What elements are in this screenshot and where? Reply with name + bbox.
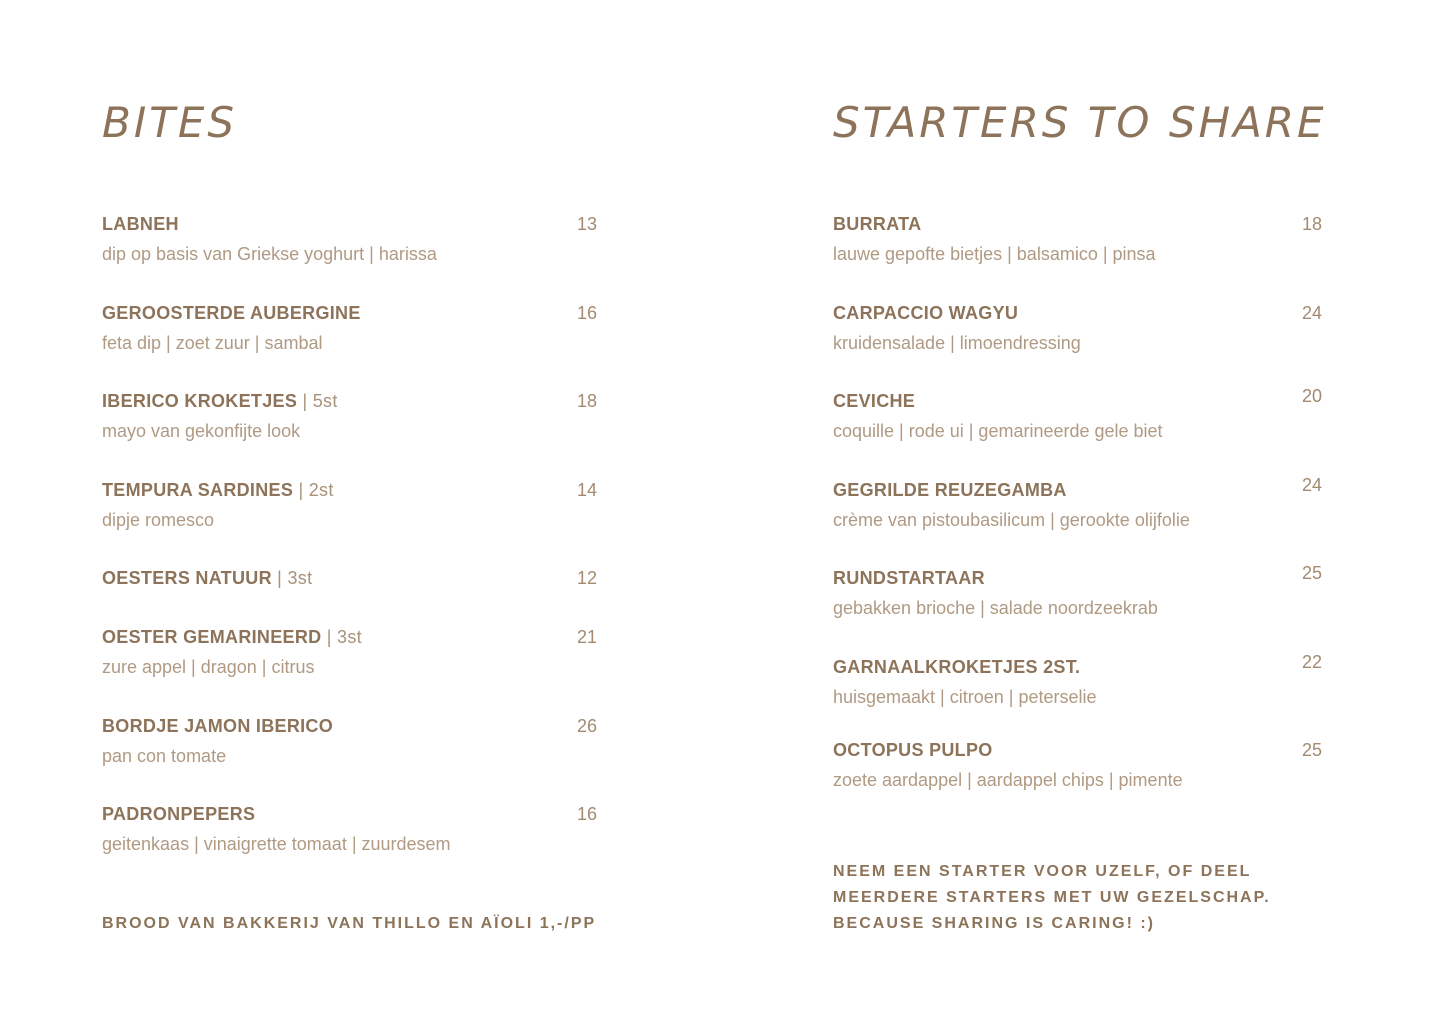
item-name-text: IBERICO KROKETJES [102, 391, 298, 411]
item-price: 13 [577, 214, 598, 234]
item-name: GEGRILDE REUZEGAMBA [833, 480, 1067, 500]
item-name-text: OESTER GEMARINEERD [102, 627, 322, 647]
item-name: BURRATA [833, 214, 922, 234]
sharing-note [833, 859, 1271, 937]
item-name [102, 716, 333, 737]
sharing-note-line: BECAUSE SHARING IS CARING! :) [833, 915, 1156, 932]
item-price: 24 [1302, 303, 1323, 323]
item-name: RUNDSTARTAAR [833, 568, 985, 588]
item-name-text: BORDJE JAMON IBERICO [102, 716, 334, 736]
item-price: 24 [1302, 475, 1323, 495]
item-description: crème van pistoubasilicum | gerookte olijfolie [833, 510, 1190, 530]
item-name-text: OESTERS NATUUR [102, 568, 272, 588]
item-name-text: TEMPURA SARDINES [102, 480, 294, 500]
item-name [102, 391, 338, 412]
item-description: zoete aardappel | aardappel chips | pimente [833, 770, 1183, 790]
item-price: 12 [577, 568, 598, 588]
item-description: pan con tomate [102, 746, 227, 766]
item-description: dip op basis van Griekse yoghurt | harissa [102, 244, 437, 264]
item-description: kruidensalade | limoendressing [833, 333, 1081, 353]
item-name [102, 214, 179, 235]
item-name [102, 303, 361, 324]
bread-note: BROOD VAN BAKKERIJ VAN THILLO EN AÏOLI 1,-/PP [102, 915, 597, 932]
sharing-note-line: MEERDERE STARTERS MET UW GEZELSCHAP. [833, 889, 1271, 906]
item-name [102, 627, 362, 648]
item-name-text: LABNEH [102, 214, 179, 234]
item-price: 21 [577, 627, 598, 647]
item-price: 22 [1302, 652, 1323, 672]
item-price: 16 [577, 804, 598, 824]
item-description: dipje romesco [102, 510, 215, 530]
item-price: 20 [1302, 386, 1323, 406]
item-qty: | 3st [321, 627, 362, 647]
bites-title: BITES [102, 98, 238, 147]
item-description: gebakken brioche | salade noordzeekrab [833, 598, 1158, 618]
item-description: zure appel | dragon | citrus [102, 657, 315, 677]
item-description: huisgemaakt | citroen | peterselie [833, 687, 1097, 707]
item-qty: | 2st [293, 480, 334, 500]
item-name-text: GEROOSTERDE AUBERGINE [102, 303, 361, 323]
item-name: GARNAALKROKETJES 2ST. [833, 657, 1081, 677]
item-name: CARPACCIO WAGYU [833, 303, 1019, 323]
item-qty: | 5st [302, 391, 338, 411]
item-description: feta dip | zoet zuur | sambal [102, 333, 323, 353]
starters-title: STARTERS TO SHARE [833, 98, 1327, 147]
item-price: 26 [577, 716, 598, 736]
item-name-text: PADRONPEPERS [102, 804, 256, 824]
item-name [102, 480, 334, 501]
item-description: geitenkaas | vinaigrette tomaat | zuurdesem [102, 834, 451, 854]
item-description: coquille | rode ui | gemarineerde gele biet [833, 421, 1163, 441]
item-description: mayo van gekonfijte look [102, 421, 301, 441]
item-price: 18 [577, 391, 598, 411]
item-name [102, 568, 312, 589]
item-description: lauwe gepofte bietjes | balsamico | pinsa [833, 244, 1156, 264]
sharing-note-line: NEEM EEN STARTER VOOR UZELF, OF DEEL [833, 863, 1252, 880]
item-price: 16 [577, 303, 598, 323]
item-name: CEVICHE [833, 391, 916, 411]
item-name: OCTOPUS PULPO [833, 740, 993, 760]
item-price: 14 [577, 480, 598, 500]
item-qty: | 3st [271, 568, 313, 588]
item-price: 25 [1302, 563, 1323, 583]
item-price: 18 [1302, 214, 1323, 234]
item-price: 25 [1302, 740, 1323, 760]
item-name [102, 804, 255, 825]
